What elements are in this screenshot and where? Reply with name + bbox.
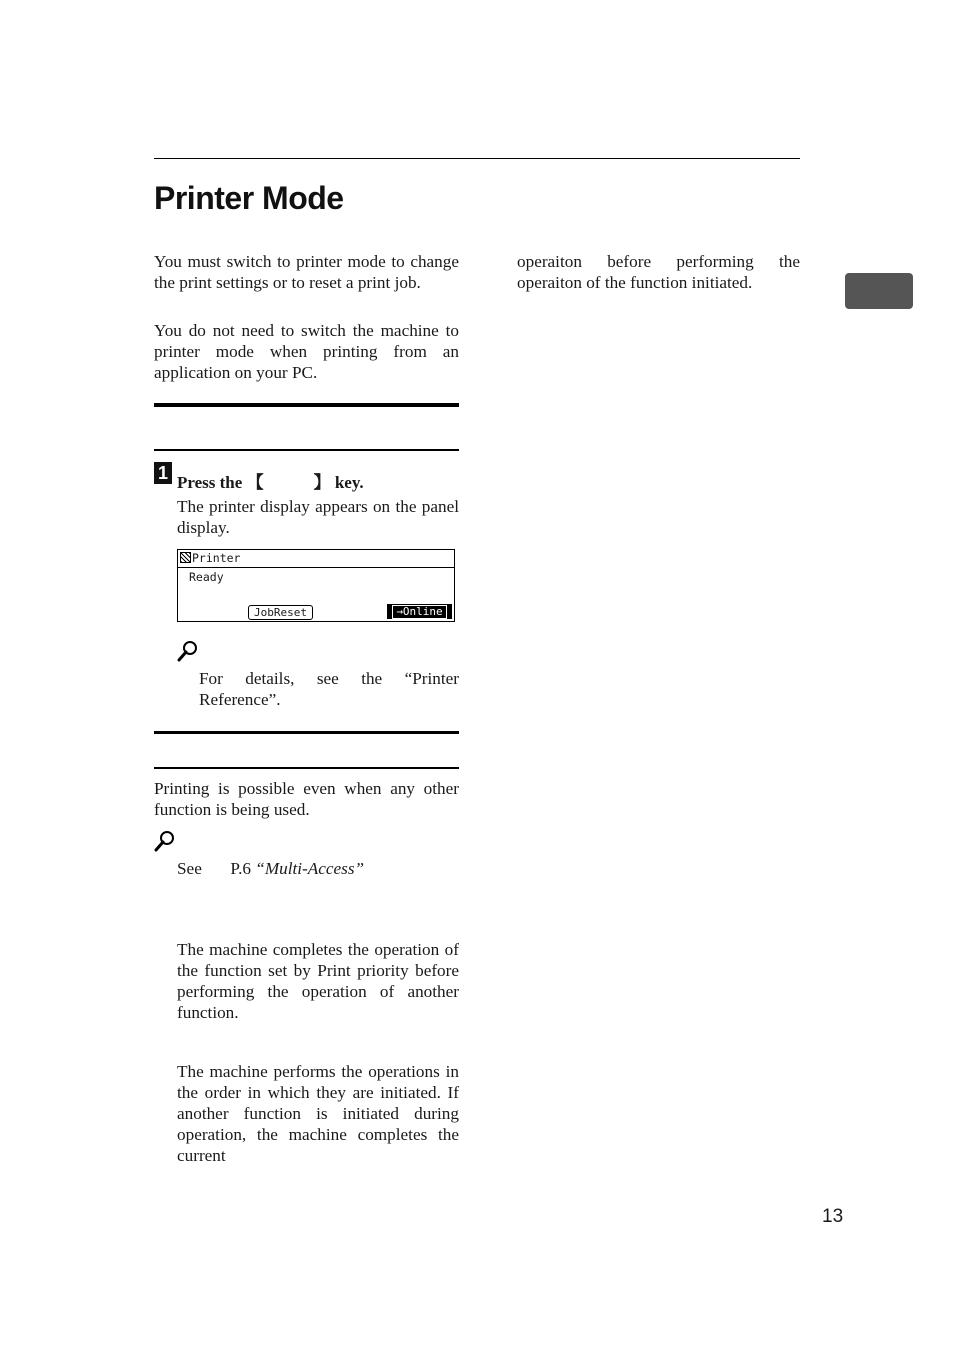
chapter-tab	[845, 273, 913, 309]
lcd-status: Ready	[189, 570, 224, 584]
job-order-paragraph: The machine performs the operations in the order in which they are initiated. If another function is initiated during operation, the machine completes the current	[177, 1062, 459, 1165]
step-key-word: key.	[334, 473, 364, 492]
online-button-label: →Online	[392, 605, 446, 619]
magnifier-icon	[154, 830, 176, 852]
job-order-continued: operaiton before performing the operaiton of the function initiated.	[517, 252, 800, 292]
section-rule-thin	[154, 449, 459, 451]
section-rule-thick	[154, 403, 459, 407]
jobreset-button: JobReset	[248, 605, 313, 620]
lcd-title: Printer	[192, 551, 241, 565]
intro-paragraph-2: You do not need to switch the machine to printer mode when printing from an application on your PC.	[154, 321, 459, 382]
page-title: Printer Mode	[154, 180, 344, 216]
printer-mode-icon	[180, 552, 191, 563]
step-instruction	[177, 468, 364, 493]
step-press-text: Press the	[177, 473, 243, 492]
see-title: “Multi-Access”	[255, 859, 365, 878]
header-rule	[154, 158, 800, 159]
section-rule-thick-2	[154, 731, 459, 734]
key-bracket-close: 】	[313, 473, 331, 492]
step-body: The printer display appears on the panel display.	[177, 497, 459, 537]
lcd-panel	[177, 549, 455, 622]
reference-text: For details, see the “Printer Reference”.	[199, 669, 459, 709]
multi-access-paragraph: Printing is possible even when any other function is being used.	[154, 779, 459, 819]
see-page-link[interactable]: P.6	[230, 859, 251, 878]
section-rule-thin-2	[154, 767, 459, 769]
key-bracket-open: 【	[246, 473, 264, 492]
magnifier-icon	[177, 640, 199, 662]
online-button	[387, 604, 452, 619]
see-reference	[177, 858, 459, 879]
intro-paragraph-1: You must switch to printer mode to change the print settings or to reset a print job.	[154, 252, 459, 292]
lcd-title-bar	[178, 550, 454, 568]
page-number: 13	[822, 1206, 844, 1227]
step-number: 1	[154, 462, 172, 484]
print-priority-paragraph: The machine completes the operation of the function set by Print priority before performing the operation of another function.	[177, 940, 459, 1022]
see-prefix: See	[177, 859, 202, 878]
